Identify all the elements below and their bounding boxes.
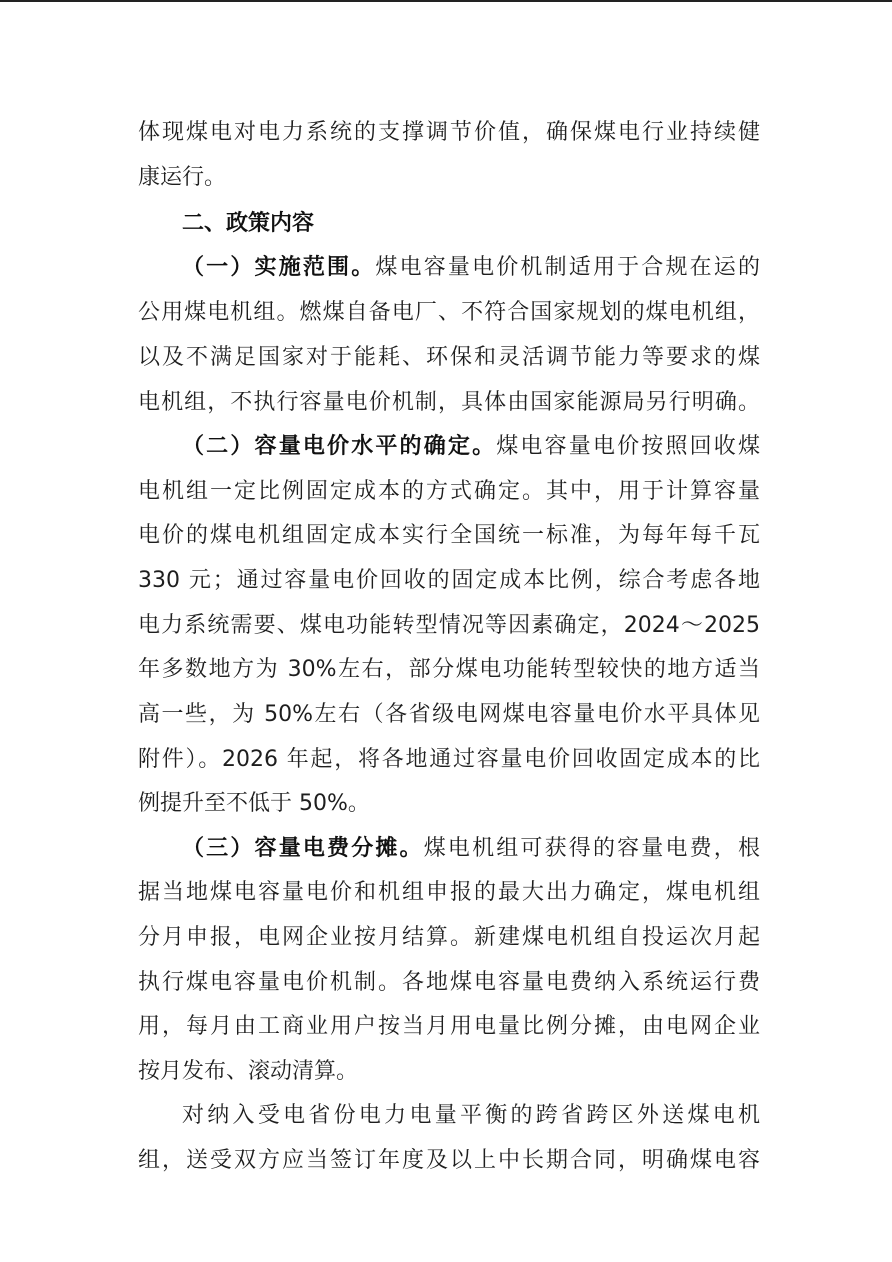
item1-line-3: 以及不满足国家对于能耗、环保和灵活调节能力等要求的煤 [138, 345, 760, 370]
item1-heading: （一）实施范围。 [182, 255, 376, 280]
item2-line-1 [182, 428, 760, 466]
cross-province-line-1: 对纳入受电省份电力电量平衡的跨省跨区外送煤电机 [182, 1103, 760, 1128]
top-border [0, 0, 892, 2]
item2-line-5: 电力系统需要、煤电功能转型情况等因素确定，2024～2025 [138, 613, 760, 638]
item3-line-4: 执行煤电容量电价机制。各地煤电容量电费纳入系统运行费 [138, 970, 760, 995]
item2-line-3: 电价的煤电机组固定成本实行全国统一标准，为每年每千瓦 [138, 523, 760, 548]
item1-line-4: 电机组，不执行容量电价机制，具体由国家能源局另行明确。 [138, 390, 760, 415]
item3-line-1 [182, 830, 760, 868]
item3-line-1-text: 煤电机组可获得的容量电费，根 [423, 836, 760, 861]
item3-line-5: 用，每月由工商业用户按当月用电量比例分摊，由电网企业 [138, 1014, 760, 1039]
item2-line-6: 年多数地方为 30%左右，部分煤电功能转型较快的地方适当 [138, 657, 760, 682]
item2-line-1-text: 煤电容量电价按照回收煤 [496, 434, 760, 459]
item2-heading: （二）容量电价水平的确定。 [182, 434, 497, 459]
intro-line-2: 康运行。 [138, 165, 227, 190]
item2-line-7: 高一些，为 50%左右（各省级电网煤电容量电价水平具体见 [138, 702, 760, 727]
item3-heading: （三）容量电费分摊。 [182, 836, 424, 861]
item3-line-6: 按月发布、滚动清算。 [138, 1059, 359, 1084]
item3-line-2: 据当地煤电容量电价和机组申报的最大出力确定，煤电机组 [138, 880, 760, 905]
item1-line-1-text: 煤电容量电价机制适用于合规在运的 [375, 255, 760, 280]
intro-line-1: 体现煤电对电力系统的支撑调节价值，确保煤电行业持续健 [138, 120, 760, 145]
item1-line-1 [182, 249, 760, 287]
item2-line-9: 例提升至不低于 50%。 [138, 791, 370, 816]
item2-line-2: 电机组一定比例固定成本的方式确定。其中，用于计算容量 [138, 479, 760, 504]
item2-line-4: 330 元；通过容量电价回收的固定成本比例，综合考虑各地 [138, 568, 760, 593]
item2-line-8: 附件）。2026 年起，将各地通过容量电价回收固定成本的比 [138, 747, 760, 772]
item1-line-2: 公用煤电机组。燃煤自备电厂、不符合国家规划的煤电机组， [138, 300, 760, 325]
item3-line-3: 分月申报，电网企业按月结算。新建煤电机组自投运次月起 [138, 925, 760, 950]
cross-province-line-2: 组，送受双方应当签订年度及以上中长期合同，明确煤电容 [138, 1148, 760, 1173]
section-heading: 二、政策内容 [182, 211, 315, 236]
